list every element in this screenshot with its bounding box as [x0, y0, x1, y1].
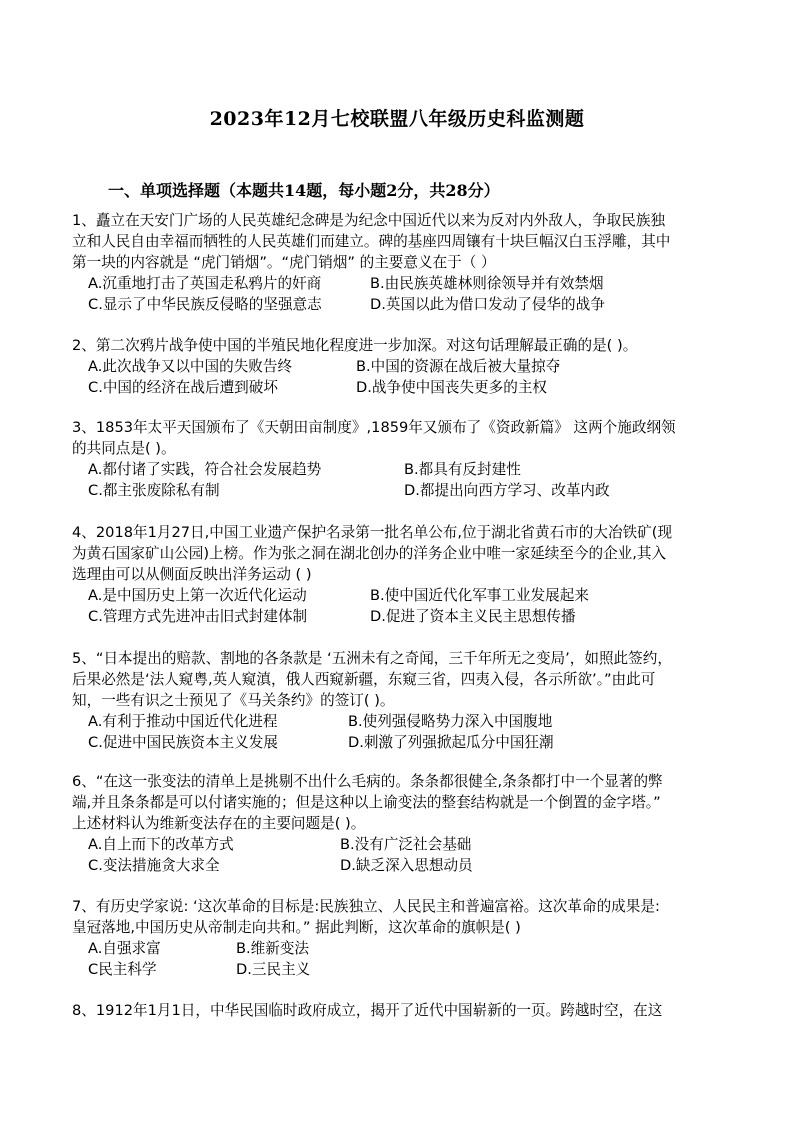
question-text-line: 7、有历史学家说: ‘这次革命的目标是:民族独立、人民民主和普遍富裕。这次革命的成果是:	[72, 898, 660, 915]
option-a[interactable]: A.有利于推动中国近代化进程	[88, 713, 278, 730]
options-row	[72, 294, 732, 315]
question-text-line: 皇冠落地,中国历史从帝制走向共和。” 据此判断，这次革命的旗帜是( )	[72, 919, 521, 936]
option-d[interactable]: D.英国以此为借口发动了侵华的战争	[370, 296, 605, 313]
exam-title: 2023年12月七校联盟八年级历史科监测题	[209, 108, 585, 130]
question-text-line: 8、1912年1月1日，中华民国临时政府成立，揭开了近代中国崭新的一页。跨越时空，在这	[72, 1002, 663, 1019]
option-b[interactable]: B.中国的资源在战后被大量掠夺	[356, 358, 561, 375]
option-c[interactable]: C.中国的经济在战后遭到破坏	[88, 379, 278, 396]
option-a[interactable]: A.都付诸了实践，符合社会发展趋势	[88, 461, 322, 478]
option-a[interactable]: A.沉重地打击了英国走私鸦片的奸商	[88, 275, 322, 292]
options-row	[72, 356, 732, 377]
options-row	[72, 855, 732, 876]
options-row	[72, 938, 732, 959]
section-heading: 一、单项选择题（本题共14题，每小题2分，共28分）	[108, 181, 500, 200]
option-a[interactable]: A.自强求富	[88, 940, 161, 957]
question-text-line: 后果必然是‘法人窥粤,英人窥滇，俄人西窥新疆，东窥三省，四夷入侵，各示所欲’。”由此可	[72, 671, 656, 688]
question-text-line: 第一块的内容就是 “虎门销烟”。“虎门销烟” 的主要意义在于（ ）	[72, 254, 496, 271]
question-5	[72, 648, 732, 753]
question-text-line: 知，一些有识之士预见了《马关条约》的签订( )。	[72, 692, 395, 709]
question-text-line: 选理由可以从侧面反映出洋务运动 ( )	[72, 566, 312, 583]
option-b[interactable]: B.使列强侵略势力深入中国腹地	[348, 713, 553, 730]
option-c[interactable]: C.管理方式先进冲击旧式封建体制	[88, 608, 308, 625]
option-d[interactable]: D.战争使中国丧失更多的主权	[356, 379, 548, 396]
option-c[interactable]: C民主科学	[88, 961, 157, 978]
option-b[interactable]: B.维新变法	[236, 940, 310, 957]
question-text-line: 1、矗立在天安门广场的人民英雄纪念碑是为纪念中国近代以来为反对内外敌人，争取民族独	[72, 212, 666, 229]
option-a[interactable]: A.是中国历史上第一次近代化运动	[88, 587, 307, 604]
option-b[interactable]: B.没有广泛社会基础	[340, 836, 472, 853]
option-c[interactable]: C.促进中国民族资本主义发展	[88, 734, 278, 751]
option-a[interactable]: A.此次战争又以中国的失败告终	[88, 358, 293, 375]
option-b[interactable]: B.使中国近代化军事工业发展起来	[370, 587, 589, 604]
question-8	[72, 1000, 732, 1021]
options-row	[72, 585, 732, 606]
option-c[interactable]: C.变法措施贪大求全	[88, 857, 220, 874]
options-row	[72, 459, 732, 480]
question-text-line: 6、“在这一张变法的清单上是挑剔不出什么毛病的。条条都很健全,条条都打中一个显著的弊	[72, 773, 663, 790]
question-2	[72, 335, 732, 398]
question-6	[72, 771, 732, 876]
options-row	[72, 732, 732, 753]
options-row	[72, 834, 732, 855]
options-row	[72, 711, 732, 732]
option-b[interactable]: B.都具有反封建性	[404, 461, 521, 478]
question-3	[72, 417, 732, 501]
question-text-line: 3、1853年太平天国颁布了《天朝田亩制度》,1859年又颁布了《资政新篇》 这两个施政纲领	[72, 419, 676, 436]
options-row	[72, 377, 732, 398]
question-text-line: 4、2018年1月27日,中国工业遗产保护名录第一批名单公布,位于湖北省黄石市的大冶铁矿(现	[72, 524, 673, 541]
option-a[interactable]: A.自上而下的改革方式	[88, 836, 234, 853]
option-d[interactable]: D.三民主义	[236, 961, 311, 978]
option-d[interactable]: D.刺激了列强掀起瓜分中国狂潮	[348, 734, 554, 751]
question-text-line: 2、第二次鸦片战争使中国的半殖民地化程度进一步加深。对这句话理解最正确的是( )。	[72, 337, 638, 354]
option-d[interactable]: D.缺乏深入思想动员	[340, 857, 473, 874]
option-b[interactable]: B.由民族英雄林则徐领导并有效禁烟	[370, 275, 604, 292]
question-text-line: 上述材料认为维新变法存在的主要问题是( )。	[72, 815, 366, 832]
question-text-line: 立和人民自由幸福而牺牲的人民英雄们而建立。碑的基座四周镶有十块巨幅汉白玉浮雕，其中	[72, 233, 671, 250]
option-d[interactable]: D.都提出向西方学习、改革内政	[404, 482, 610, 499]
question-text-line: 端,并且条条都是可以付诸实施的；但是这种以上谕变法的整套结构就是一个倒置的金字塔。”	[72, 794, 661, 811]
options-row	[72, 273, 732, 294]
question-1	[72, 210, 732, 315]
question-7	[72, 896, 732, 980]
question-text-line: 的共同点是( )。	[72, 440, 176, 457]
options-row	[72, 480, 732, 501]
options-row	[72, 959, 732, 980]
question-text-line: 5、“日本提出的赔款、割地的各条款是 ‘五洲未有之奇闻，三千年所无之变局’，如照此签约，	[72, 650, 672, 667]
question-4	[72, 522, 732, 627]
option-c[interactable]: C.显示了中华民族反侵略的坚强意志	[88, 296, 322, 313]
option-c[interactable]: C.都主张废除私有制	[88, 482, 220, 499]
option-d[interactable]: D.促进了资本主义民主思想传播	[370, 608, 576, 625]
question-text-line: 为黄石国家矿山公园)上榜。作为张之洞在湖北创办的洋务企业中唯一家延续至今的企业,其入	[72, 545, 667, 562]
options-row	[72, 606, 732, 627]
